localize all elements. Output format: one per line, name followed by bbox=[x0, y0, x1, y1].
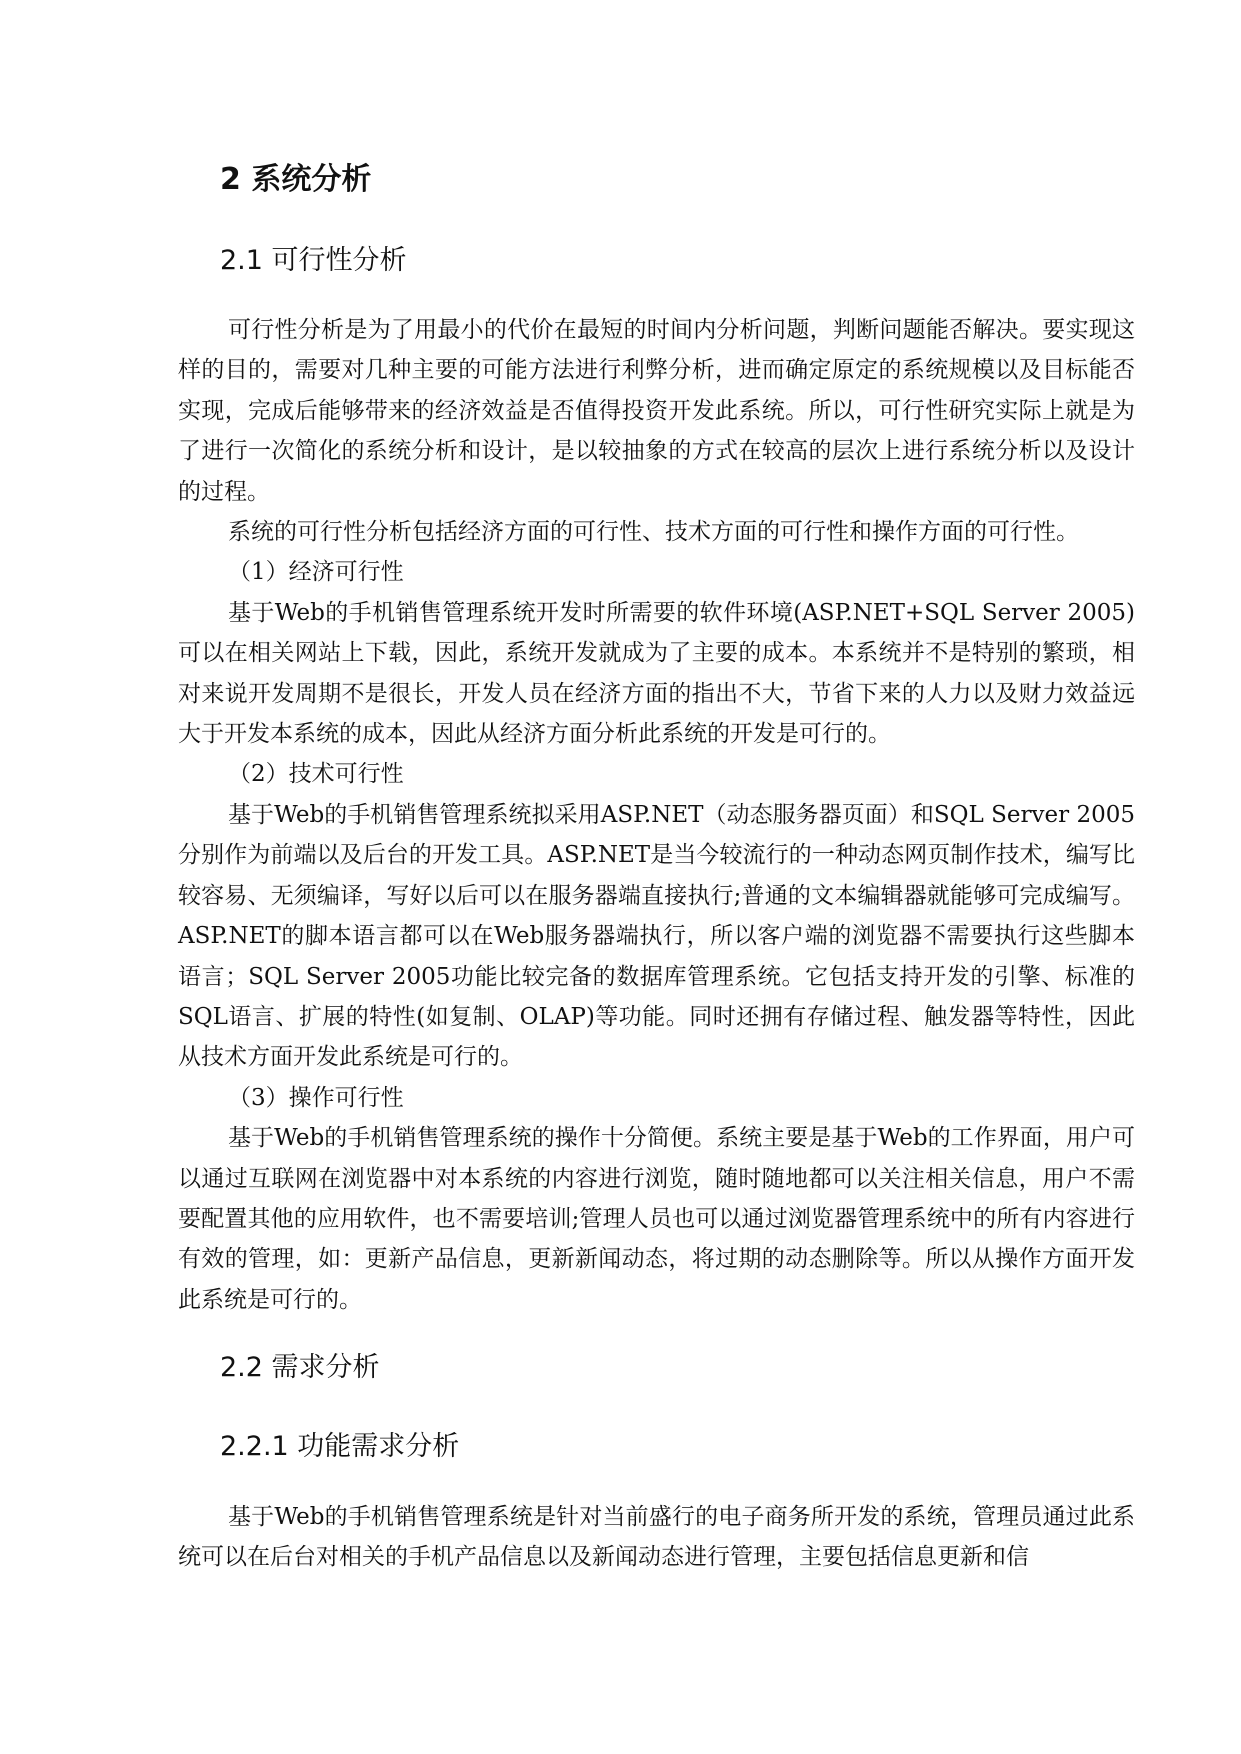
paragraph: 基于Web的手机销售管理系统的操作十分简便。系统主要是基于Web的工作界面，用户可以通过互联网在浏览器中对本系统的内容进行浏览，随时随地都可以关注相关信息，用户不需要配置其他的应用软件，也不需要培训;管理人员也可以通过浏览器管理系统中的所有内容进行有效的管理，如：更新产品信息，更新新闻动态，将过期的动态删除等。所以从操作方面开发此系统是可行的。 bbox=[178, 1125, 1135, 1313]
paragraph: 可行性分析是为了用最小的代价在最短的时间内分析问题，判断问题能否解决。要实现这样的目的，需要对几种主要的可能方法进行利弊分析，进而确定原定的系统规模以及目标能否实现，完成后能够带来的经济效益是否值得投资开发此系统。所以，可行性研究实际上就是为了进行一次简化的系统分析和设计，是以较抽象的方式在较高的层次上进行系统分析以及设计的过程。 bbox=[178, 317, 1135, 505]
paragraph: 基于Web的手机销售管理系统拟采用ASP.NET（动态服务器页面）和SQL Server 2005分别作为前端以及后台的开发工具。ASP.NET是当今较流行的一种动态网页制作技术，编写比较容易、无须编译，写好以后可以在服务器端直接执行;普通的文本编辑器就能够可完成编写。ASP.NET的脚本语言都可以在Web服务器端执行，所以客户端的浏览器不需要执行这些脚本语言；SQL Server 2005功能比较完备的数据库管理系统。它包括支持开发的引擎、标准的SQL语言、扩展的特性(如复制、OLAP)等功能。同时还拥有存储过程、触发器等特性，因此从技术方面开发此系统是可行的。 bbox=[178, 801, 1135, 1071]
item-title-technical: （2）技术可行性 bbox=[228, 761, 404, 788]
section-heading-2-2-1: 2.2.1 功能需求分析 bbox=[220, 1431, 460, 1462]
paragraph: 系统的可行性分析包括经济方面的可行性、技术方面的可行性和操作方面的可行性。 bbox=[228, 519, 1079, 546]
item-title-operational: （3）操作可行性 bbox=[228, 1084, 404, 1111]
item-title-economic: （1）经济可行性 bbox=[228, 559, 404, 586]
section-heading-2-1: 2.1 可行性分析 bbox=[220, 245, 407, 276]
paragraph: 基于Web的手机销售管理系统开发时所需要的软件环境(ASP.NET+SQL Server 2005)可以在相关网站上下载，因此，系统开发就成为了主要的成本。本系统并不是特别的繁琐，相对来说开发周期不是很长，开发人员在经济方面的指出不大，节省下来的人力以及财力效益远大于开发本系统的成本，因此从经济方面分析此系统的开发是可行的。 bbox=[178, 599, 1135, 748]
section-2-1-body bbox=[178, 310, 1135, 1320]
section-heading-2-2: 2.2 需求分析 bbox=[220, 1352, 380, 1383]
section-2-2-1-body bbox=[178, 1497, 1135, 1578]
paragraph: 基于Web的手机销售管理系统是针对当前盛行的电子商务所开发的系统，管理员通过此系统可以在后台对相关的手机产品信息以及新闻动态进行管理，主要包括信息更新和信 bbox=[178, 1504, 1135, 1571]
chapter-heading: 2 系统分析 bbox=[220, 162, 372, 197]
